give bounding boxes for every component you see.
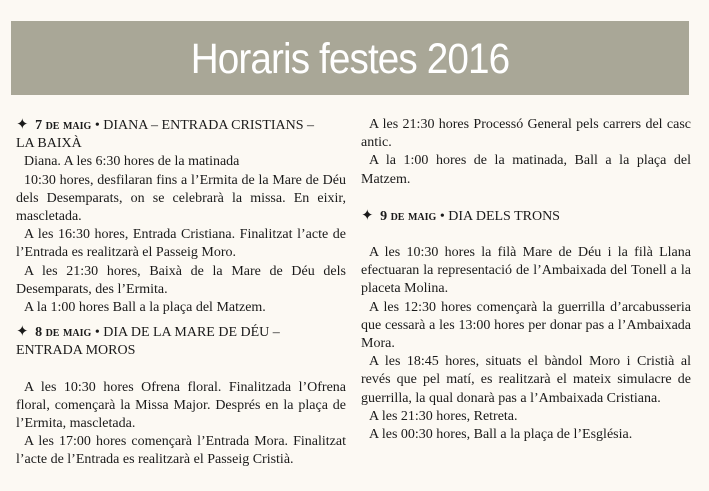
paragraph: A les 17:00 hores començarà l’Entrada Mora. Finalitzat l’acte de l’Entrada es realitzarà el Passeig Cristià.: [16, 434, 346, 468]
paragraph: A les 21:30 hores, Retreta.: [369, 408, 518, 424]
paragraph: A la 1:00 hores Ball a la plaça del Matzem.: [24, 300, 266, 316]
bullet-icon: •: [94, 325, 100, 341]
day-title-cont: ENTRADA MOROS: [16, 343, 136, 359]
day-heading-8-maig: [16, 323, 346, 360]
bullet-icon: •: [94, 118, 100, 133]
star-icon: ✦: [16, 324, 29, 341]
day-date: 8 de maig: [35, 325, 92, 341]
day-date: 7 de maig: [35, 118, 92, 133]
paragraph: A les 16:30 hores, Entrada Cristiana. Finalitzat l’acte de l’Entrada es realitzarà el Passeig Moro.: [16, 227, 346, 261]
paragraph: A les 12:30 hores començarà la guerrilla d’arcabusseria que cessarà a les 13:00 hores per donar pas a l’Ambaixada Mora.: [361, 299, 691, 352]
right-column: [361, 116, 691, 444]
paragraph: A les 10:30 hores la filà Mare de Déu i la filà Llana efectuaran la representació de l’Ambaixada del Tonell a la placeta Molina.: [361, 245, 691, 297]
star-icon: ✦: [16, 117, 29, 133]
day-title: DIANA – ENTRADA CRISTIANS –: [103, 118, 315, 133]
page-title: Horaris festes 2016: [190, 35, 510, 83]
paragraph: 10:30 hores, desfilaran fins a l’Ermita de la Mare de Déu dels Desemparats, on se celebrarà la missa. En eixir, mascletada.: [16, 172, 346, 225]
paragraph: A les 10:30 hores Ofrena floral. Finalitzada l’Ofrena floral, començarà la Missa Major. Després en la plaça de l’Ermita, mascletada.: [16, 379, 346, 432]
paragraph: A les 21:30 hores Processó General pels carrers del casc antic.: [361, 117, 691, 151]
day-title-cont: LA BAIXÀ: [16, 136, 82, 152]
day-heading-9-maig: [361, 207, 691, 226]
day-title: DIA DELS TRONS: [448, 208, 560, 224]
paragraph: A les 00:30 hores, Ball a la plaça de l’Església.: [369, 427, 633, 443]
bullet-icon: •: [439, 208, 445, 224]
paragraph: A les 18:45 hores, situats el bàndol Moro i Cristià al revés que pel matí, es realitzarà el mateix simulacre de guerrilla, la qual donarà pas a l’Ambaixada Cristiana.: [361, 354, 691, 406]
day-heading-7-maig: [16, 116, 346, 153]
left-column: [16, 116, 346, 470]
day-date: 9 de maig: [380, 208, 437, 224]
paragraph: Diana. A les 6:30 hores de la matinada: [24, 154, 240, 170]
title-banner: [11, 21, 689, 95]
paragraph: A les 21:30 hores, Baixà de la Mare de Déu dels Desemparats, des l’Ermita.: [16, 263, 346, 297]
star-icon: ✦: [361, 207, 374, 224]
day-title: DIA DE LA MARE DE DÉU –: [103, 325, 280, 341]
paragraph: A la 1:00 hores de la matinada, Ball a la plaça del Matzem.: [361, 153, 691, 187]
